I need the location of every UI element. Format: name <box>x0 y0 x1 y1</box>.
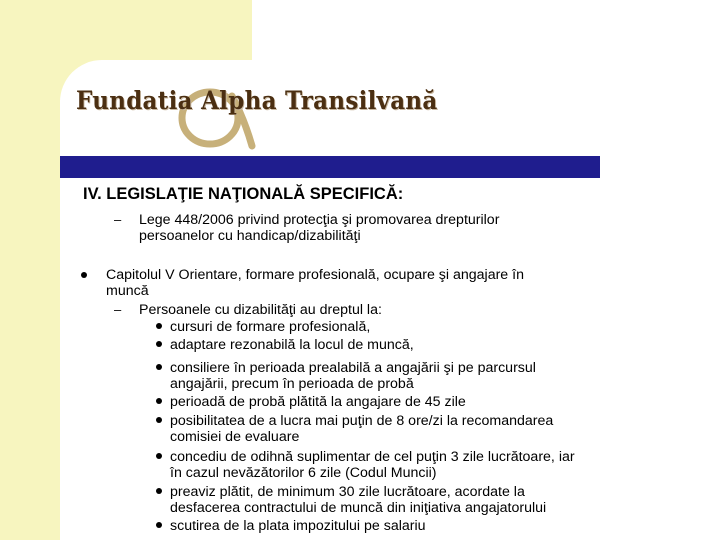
frame-left <box>0 0 60 540</box>
right-item-cont: angajării, precum în perioada de probă <box>170 376 414 392</box>
chapter-line-1: Capitolul V Orientare, formare profesională, ocupare şi angajare în <box>106 267 524 283</box>
right-item: perioadă de probă plătită la angajare de 45 zile <box>170 394 466 410</box>
right-item-cont: desfacerea contractului de muncă din iniţiativa angajatorului <box>170 500 547 516</box>
rights-intro: Persoanele cu dizabilităţi au dreptul la: <box>139 302 382 318</box>
bullet-icon <box>156 323 162 329</box>
law-line-2: persoanelor cu handicap/dizabilităţi <box>139 228 361 244</box>
right-item: cursuri de formare profesională, <box>170 319 371 335</box>
bullet-icon <box>156 488 162 494</box>
bullet-icon <box>81 272 87 278</box>
right-item-cont: comisiei de evaluare <box>170 429 300 445</box>
bullet-icon <box>156 453 162 459</box>
section-heading: IV. LEGISLAŢIE NAŢIONALĂ SPECIFICĂ: <box>83 185 404 203</box>
title-bar <box>60 156 600 178</box>
bullet-icon <box>156 341 162 347</box>
right-item: concediu de odihnă suplimentar de cel puţin 3 zile lucrătoare, iar <box>170 449 575 465</box>
bullet-icon <box>156 417 162 423</box>
bullet-icon <box>156 398 162 404</box>
bullet-icon <box>156 364 162 370</box>
logo <box>76 78 438 156</box>
dash-marker: – <box>114 302 122 317</box>
right-item: scutirea de la plata impozitului pe salariu <box>170 518 426 534</box>
dash-marker: – <box>114 212 122 227</box>
logo-text: Fundatia Alpha Transilvană <box>76 86 438 115</box>
right-item-cont: în cazul nevăzătorilor 6 zile (Codul Muncii) <box>170 465 437 481</box>
right-item: adaptare rezonabilă la locul de muncă, <box>170 337 414 353</box>
chapter-line-2: muncă <box>106 283 149 299</box>
right-item: posibilitatea de a lucra mai puţin de 8 ore/zi la recomandarea <box>170 413 554 429</box>
law-line-1: Lege 448/2006 privind protecţia şi promovarea drepturilor <box>139 212 500 228</box>
bullet-icon <box>156 522 162 528</box>
right-item: consiliere în perioada prealabilă a angajării şi pe parcursul <box>170 360 536 376</box>
right-item: preaviz plătit, de minimum 30 zile lucrătoare, acordate la <box>170 484 525 500</box>
